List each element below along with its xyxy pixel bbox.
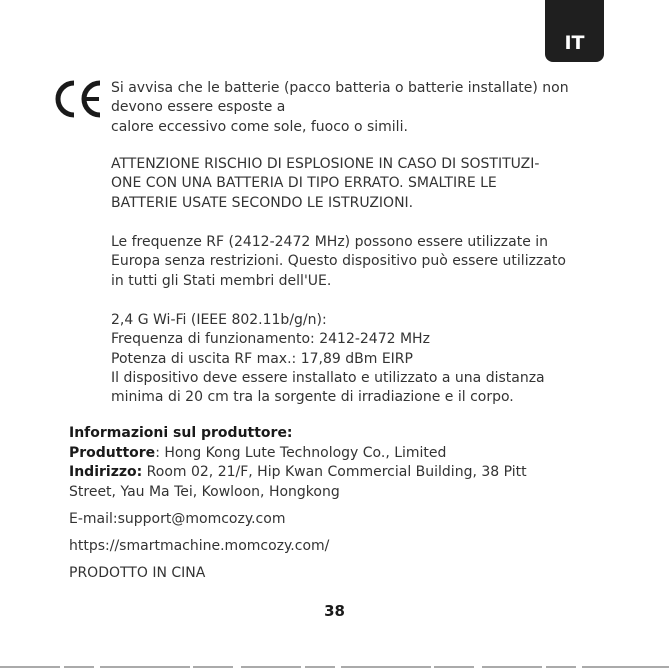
ce-mark-icon (52, 80, 104, 118)
rf-frequency-paragraph (111, 233, 611, 291)
address-label: Indirizzo: (69, 464, 143, 480)
page-bottom-edge (0, 664, 669, 669)
website-url: https://smartmachine.momcozy.com/ (69, 538, 330, 554)
text-line: Frequenza di funzionamento: 2412-2472 MHz (111, 331, 430, 348)
text-line: Le frequenze RF (2412-2472 MHz) possono essere utilizzate in (111, 234, 549, 250)
manufacturer-info (69, 424, 629, 502)
explosion-warning-paragraph (111, 155, 611, 213)
text-line: devono essere esposte a (111, 99, 286, 116)
producer-value: : Hong Kong Lute Technology Co., Limited (155, 444, 447, 461)
page-number: 38 (324, 602, 345, 620)
text-line: Si avvisa che le batterie (pacco batteria o batterie installate) non (111, 80, 569, 96)
manufacturer-heading-line (69, 424, 629, 444)
country-of-origin: PRODOTTO IN CINA (69, 565, 206, 581)
text-line: 2,4 G Wi-Fi (IEEE 802.11b/g/n): (111, 312, 327, 328)
text-line: ATTENZIONE RISCHIO DI ESPLOSIONE IN CASO DI SOSTITUZI- (111, 156, 540, 172)
wifi-spec-paragraph (111, 311, 611, 407)
language-tab (545, 0, 604, 62)
battery-warning-paragraph (111, 79, 611, 137)
text-line: ONE CON UNA BATTERIA DI TIPO ERRATO. SMALTIRE LE (111, 175, 497, 192)
text-line: minima di 20 cm tra la sorgente di irradiazione e il corpo. (111, 389, 514, 406)
language-tab-label: IT (564, 32, 585, 54)
text-line: in tutti gli Stati membri dell'UE. (111, 272, 332, 289)
text-line: Europa senza restrizioni. Questo dispositivo può essere utilizzato (111, 253, 566, 270)
text-line: Il dispositivo deve essere installato e utilizzato a una distanza (111, 369, 545, 386)
text-line: BATTERIE USATE SECONDO LE ISTRUZIONI. (111, 194, 414, 211)
producer-label: Produttore (69, 444, 156, 461)
address-continuation: Street, Yau Ma Tei, Kowloon, Hongkong (69, 483, 340, 500)
manufacturer-heading: Informazioni sul produttore: (69, 425, 293, 441)
text-line: calore eccessivo come sole, fuoco o simili. (111, 118, 408, 135)
address-line (69, 463, 629, 483)
email-address: E-mail:support@momcozy.com (69, 511, 286, 527)
address-value: Room 02, 21/F, Hip Kwan Commercial Building, 38 Pitt (142, 464, 527, 480)
producer-line (69, 444, 629, 464)
text-line: Potenza di uscita RF max.: 17,89 dBm EIRP (111, 350, 413, 367)
